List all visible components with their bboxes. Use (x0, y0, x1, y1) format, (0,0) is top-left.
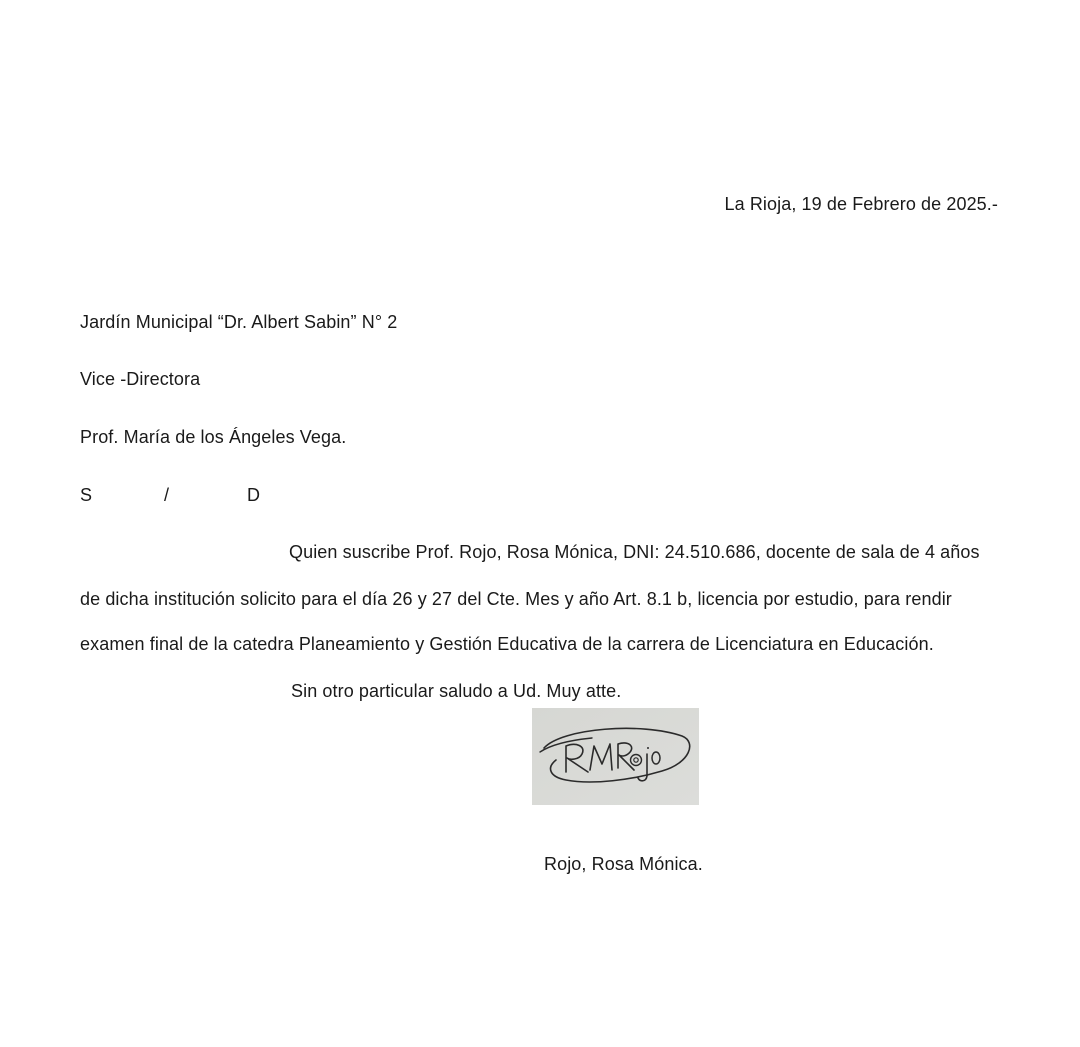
closing-line: Sin otro particular saludo a Ud. Muy atte. (291, 681, 622, 701)
date-line: La Rioja, 19 de Febrero de 2025.- (724, 194, 998, 214)
body-line-1: Quien suscribe Prof. Rojo, Rosa Mónica, DNI: 24.510.686, docente de sala de 4 años (289, 542, 980, 562)
signature-drawing (532, 708, 699, 805)
body-line-2: de dicha institución solicito para el día 26 y 27 del Cte. Mes y año Art. 8.1 b, licencia por estudio, para rendir (80, 589, 952, 609)
body-line-3: examen final de la catedra Planeamiento y Gestión Educativa de la carrera de Licenciatura en Educación. (80, 634, 934, 654)
recipient-role: Vice -Directora (80, 369, 201, 389)
handwritten-signature (532, 708, 699, 805)
recipient-name: Prof. María de los Ángeles Vega. (80, 427, 347, 447)
recipient-institution: Jardín Municipal “Dr. Albert Sabin” N° 2 (80, 312, 398, 332)
salutation-s: S (80, 485, 93, 505)
salutation-d: D (247, 485, 261, 505)
salutation-slash: / (164, 485, 170, 505)
signer-name: Rojo, Rosa Mónica. (544, 854, 703, 874)
